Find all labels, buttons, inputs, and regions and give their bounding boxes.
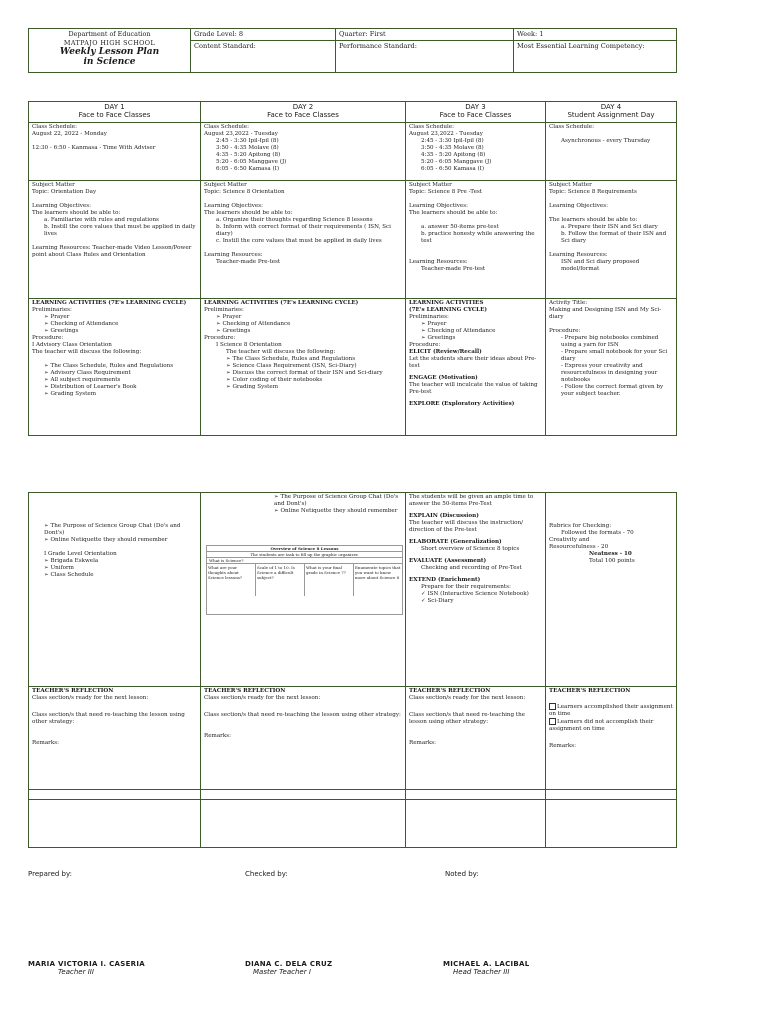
reflection-remarks: Remarks: [32, 740, 59, 746]
procedure-label: Procedure: [409, 342, 441, 348]
reflection-remarks: Remarks: [409, 740, 436, 746]
day1-activities [29, 299, 201, 436]
organizer-cell: Scale of 1 to 10. Is Science a difficult subject? [256, 564, 305, 596]
objectives-intro: The learners should be able to: [32, 210, 121, 216]
discussion-text: Color coding of their notebooks [232, 377, 323, 383]
orientation-item: ➢ Uniform [44, 565, 74, 571]
reflection-title: TEACHER'S REFLECTION [409, 688, 491, 694]
objectives-label: Learning Objectives: [549, 203, 608, 209]
header-table [28, 28, 677, 73]
rubric-item: Creativity and [549, 537, 590, 543]
elicit-text: Let the students share their ideas about Pre-test [409, 356, 537, 369]
evaluate-text: Checking and recording of Pre-Test [421, 565, 522, 571]
day3-mode: Face to Face Classes [439, 111, 512, 119]
day2-reflection [201, 687, 406, 790]
day2-header [201, 102, 406, 123]
procedure-intro: The teacher will discuss the following: [32, 349, 142, 355]
objectives-label: Learning Objectives: [409, 203, 468, 209]
schedule-slot: 4:35 - 5:20 Apitong (8) [421, 152, 486, 158]
schedule-slot: 4:35 - 5:20 Apitong (8) [216, 152, 281, 158]
day1-mode: Face to Face Classes [78, 111, 151, 119]
discussion-item: ➢ All subject requirements [44, 377, 121, 383]
reflection-title: TEACHER'S REFLECTION [32, 688, 114, 694]
blank-cell [201, 800, 406, 848]
schedule-slot: 3:50 - 4:35 Molave (8) [216, 145, 279, 151]
pretest-text: The students will be given an ample time to answer the 50-items Pre-Test [409, 494, 534, 507]
objectives-intro: The learners should be able to: [549, 217, 638, 223]
schedule-date: August 22, 2022 - Monday [32, 131, 107, 137]
checkbox[interactable] [549, 703, 556, 710]
day4-subject [546, 181, 677, 299]
schedule-date: August 23,2022 - Tuesday [204, 131, 278, 137]
day3-subject [406, 181, 546, 299]
day4-label: DAY 4 [600, 103, 622, 111]
preliminary-text: Greetings [50, 328, 79, 334]
discussion-text: All subject requirements [50, 377, 121, 383]
checked-label: Checked by: [245, 870, 288, 878]
reflection-reteach: Class section/s that need re-teaching the lesson using other strategy: [204, 712, 401, 718]
schedule-slot: 6:05 - 6:50 Kamasa (I) [421, 166, 485, 172]
quarter: Quarter: First [336, 29, 514, 41]
schedule-slot: 2:45 - 3:30 Ipil-Ipil (8) [421, 138, 484, 144]
signatory-name: MARIA VICTORIA I. CASERIA [28, 960, 145, 968]
objectives-label: Learning Objectives: [32, 203, 91, 209]
resources-label: Learning Resources: [409, 259, 468, 265]
preliminary-text: Prayer [50, 314, 70, 320]
organizer-subtitle: The students are task to fill up the graphic organizer. [207, 552, 402, 558]
day3-reflection [406, 687, 546, 790]
signatory-role: Master Teacher I [253, 968, 311, 976]
discussion-text: Distribution of Learner's Book [50, 384, 137, 390]
orientation-text: Brigada Eskwela [50, 558, 99, 564]
schedule-label: Class Schedule: [32, 124, 77, 130]
procedure-item: - Express your creativity and resourcefulness in designing your notebooks [561, 363, 658, 383]
noted-label: Noted by: [445, 870, 479, 878]
day4-reflection [546, 687, 677, 790]
discussion-text: Discuss the correct format of their ISN and Sci-diary [232, 370, 383, 376]
day3-continued [406, 493, 546, 687]
checked-by [245, 870, 288, 878]
subject-matter-label: Subject Matter [32, 182, 75, 188]
extend-label: EXTEND (Enrichment) [409, 577, 481, 583]
lesson-plan-table-page1 [28, 101, 677, 436]
reflection-title: TEACHER'S REFLECTION [549, 688, 631, 694]
day1-schedule [29, 123, 201, 181]
discussion-text: Advisory Class Requirement [50, 370, 131, 376]
reflection-remarks: Remarks: [204, 733, 231, 739]
objective-item: b. practice honesty while answering the test [421, 231, 535, 244]
discussion-item: ➢ Advisory Class Requirement [44, 370, 131, 376]
preliminaries-label: Preliminaries: [409, 314, 449, 320]
dept-name: Department of Education [68, 30, 151, 38]
organizer-question: What is Science? [207, 558, 402, 564]
orientation-text: Class Schedule [50, 572, 94, 578]
extend-item-text: ISN (Interactive Science Notebook) [427, 591, 529, 597]
rubric-total: Total 100 points [589, 558, 635, 564]
preliminary-text: Checking of Attendance [222, 321, 291, 327]
elicit-label: ELICIT (Review/Recall) [409, 349, 482, 355]
signatory-checker [245, 960, 332, 976]
resource-item: ISN and Sci diary proposed model/format [561, 259, 640, 272]
preliminary-item: ➢ Checking of Attendance [216, 321, 291, 327]
blank-cell [29, 790, 201, 800]
school-name: MATPAJO HIGH SCHOOL [63, 38, 156, 47]
signatory-name: MICHAEL A. LACIBAL [443, 960, 530, 968]
evaluate-label: EVALUATE (Assessment) [409, 558, 487, 564]
explore-label: EXPLORE (Exploratory Activities) [409, 401, 515, 407]
rubric-item: Neatness - 10 [589, 551, 632, 557]
schedule-slot: 5:20 - 6:05 Manggave (J) [216, 159, 287, 165]
organizer-cell: Enumerate topics that you want to know more about Science 8 [355, 565, 401, 580]
day1-reflection [29, 687, 201, 790]
day1-subject [29, 181, 201, 299]
topic: Topic: Science 8 Pre -Test [409, 189, 482, 195]
discussion-text: The Class Schedule, Rules and Regulations [50, 363, 174, 369]
discussion-item: ➢ Distribution of Learner's Book [44, 384, 137, 390]
resources-label: Learning Resources: [549, 252, 608, 258]
plan-subtitle: in Science [83, 57, 136, 67]
preliminary-text: Checking of Attendance [50, 321, 119, 327]
procedure-text: Prepare big notebooks combined using a yarn for ISN [561, 335, 659, 348]
discussion-text: The Class Schedule, Rules and Regulations [232, 356, 356, 362]
rubric-item: Resourcefulness - 20 [549, 544, 609, 550]
preliminary-text: Checking of Attendance [427, 328, 496, 334]
accomplished-item [549, 703, 673, 718]
topic: Topic: Orientation Day [32, 189, 97, 195]
organizer-cell: What is your final grade in Science 7? [305, 564, 354, 596]
discussion-item: ➢ Color coding of their notebooks [226, 377, 323, 383]
discussion-item: ➢ The Class Schedule, Rules and Regulations [226, 356, 356, 362]
discussion-text: Science Class Requirement (ISN, Sci-Diary) [232, 363, 357, 369]
day4-header [546, 102, 677, 123]
checkbox[interactable] [549, 718, 556, 725]
reflection-title: TEACHER'S REFLECTION [204, 688, 286, 694]
schedule-slot: 3:50 - 4:35 Molave (8) [421, 145, 484, 151]
day2-mode: Face to Face Classes [267, 111, 339, 119]
day4-mode: Student Assignment Day [567, 111, 655, 119]
day4-rubrics [546, 493, 677, 687]
procedure-step: I Science 8 Orientation [216, 342, 282, 348]
resources-label: Learning Resources: [204, 252, 263, 258]
day2-label: DAY 2 [292, 103, 314, 111]
procedure-step: I Advisory Class Orientation [32, 342, 112, 348]
preliminary-text: Greetings [222, 328, 251, 334]
topic: Topic: Science 8 Orientation [204, 189, 285, 195]
procedure-label: Procedure: [204, 335, 236, 341]
organizer-cell: What are your thoughts about Science lessons? [207, 564, 256, 596]
day4-activities [546, 299, 677, 436]
reflection-reteach: Class section/s that need re-teaching the lesson using other strategy: [409, 712, 525, 725]
activities-title: LEARNING ACTIVITIES [409, 300, 484, 306]
procedure-label: Procedure: [32, 335, 64, 341]
discussion-item: ➢ Online Netiquette they should remember [44, 537, 168, 543]
preliminary-item: ➢ Greetings [216, 328, 251, 334]
blank-cell [201, 790, 406, 800]
discussion-text: The Purpose of Science Group Chat (Do's and Dont's) [274, 494, 399, 507]
discussion-item: ➢ Science Class Requirement (ISN, Sci-Diary) [226, 363, 357, 369]
day2-subject [201, 181, 406, 299]
graphic-organizer [206, 545, 403, 615]
school-info [29, 29, 191, 73]
discussion-text: Online Netiquette they should remember [280, 508, 398, 514]
day4-schedule [546, 123, 677, 181]
objectives-label: Learning Objectives: [204, 203, 263, 209]
discussion-item: ➢ The Purpose of Science Group Chat (Do's and Dont's) [274, 494, 399, 507]
activities-title: LEARNING ACTIVITIES (7E's LEARNING CYCLE) [32, 300, 187, 306]
plan-title: Weekly Lesson Plan [59, 47, 160, 57]
schedule-async: Asynchronous - every Thursday [561, 138, 651, 144]
day2-continued [201, 493, 406, 687]
blank-cell [29, 800, 201, 848]
preliminary-item: ➢ Prayer [44, 314, 70, 320]
orientation-text: Uniform [50, 565, 74, 571]
noted-by [445, 870, 479, 878]
schedule-label: Class Schedule: [409, 124, 454, 130]
day3-label: DAY 3 [465, 103, 486, 111]
orientation-item: ➢ Class Schedule [44, 572, 94, 578]
blank-cell [546, 800, 677, 848]
objective-item: a. answer 50-items pre-test [421, 224, 499, 230]
signatory-role: Head Teacher III [453, 968, 510, 976]
schedule-date: August 23,2022 - Tuesday [409, 131, 483, 137]
rubric-item: Followed the formats - 70 [561, 530, 634, 536]
extend-item: ✓ Sci-Diary [421, 598, 454, 604]
objective-item: a. Organize their thoughts regarding Science 8 lessons [216, 217, 373, 223]
lesson-plan-table-page2 [28, 492, 677, 848]
preliminary-text: Greetings [427, 335, 456, 341]
procedure-text: Express your creativity and resourcefulness in designing your notebooks [561, 363, 658, 383]
preliminaries-label: Preliminaries: [32, 307, 72, 313]
prepared-label: Prepared by: [28, 870, 72, 878]
competency: Most Essential Learning Competency: [514, 41, 677, 73]
procedure-item: - Follow the correct format given by your subject teacher. [561, 384, 664, 397]
blank-cell [406, 800, 546, 848]
subject-matter-label: Subject Matter [204, 182, 247, 188]
signatory-preparer [28, 960, 145, 976]
accomplished-text: Learners accomplished their assignment on time [549, 704, 673, 717]
extend-text: Prepare for their requirements: [421, 584, 511, 590]
objectives-intro: The learners should be able to: [409, 210, 498, 216]
topic: Topic: Science 8 Requirements [549, 189, 637, 195]
explain-text: The teacher will discuss the instruction/ direction of the Pre-test [409, 520, 523, 533]
organizer-title: Overview of Science 8 Lessons [207, 546, 402, 552]
day3-header [406, 102, 546, 123]
preliminary-item: ➢ Prayer [421, 321, 447, 327]
day2-schedule [201, 123, 406, 181]
rubrics-label: Rubrics for Checking: [549, 523, 612, 529]
activities-subtitle: (7E's LEARNING CYCLE) [409, 307, 488, 313]
objective-item: b. Instill the core values that must be applied in daily lives [44, 224, 196, 237]
extend-item-text: Sci-Diary [427, 598, 454, 604]
day1-continued [29, 493, 201, 687]
discussion-item: ➢ The Class Schedule, Rules and Regulations [44, 363, 174, 369]
discussion-text: Grading System [50, 391, 97, 397]
procedure-text: Follow the correct format given by your subject teacher. [561, 384, 664, 397]
discussion-item: ➢ The Purpose of Science Group Chat (Do's and Dont's) [44, 523, 181, 536]
objective-item: a. Familiarize with rules and regulations [44, 217, 159, 223]
discussion-item: ➢ Online Netiquette they should remember [274, 508, 398, 514]
procedure-intro: The teacher will discuss the following: [226, 349, 336, 355]
subject-matter-label: Subject Matter [409, 182, 452, 188]
schedule-slot: 6:05 - 6:50 Kamasa (I) [216, 166, 280, 172]
resource-item: Teacher-made Pre-test [421, 266, 486, 272]
preliminary-item: ➢ Checking of Attendance [421, 328, 496, 334]
preliminaries-label: Preliminaries: [204, 307, 244, 313]
elaborate-text: Short overview of Science 8 topics [421, 546, 520, 552]
procedure-step: I Grade Level Orientation [44, 551, 117, 557]
prepared-by [28, 870, 72, 878]
subject-matter-label: Subject Matter [549, 182, 592, 188]
objective-item: b. Inform with correct format of their requirements ( ISN, Sci diary) [216, 224, 391, 237]
content-standard: Content Standard: [191, 41, 336, 73]
discussion-item: ➢ Grading System [226, 384, 279, 390]
discussion-text: Online Netiquette they should remember [50, 537, 168, 543]
learning-resources: Learning Resources: Teacher-made Video Lesson/Power point about Class Rules and Orientation [32, 245, 192, 258]
reflection-ready: Class section/s ready for the next lesson: [204, 695, 321, 701]
preliminary-item: ➢ Checking of Attendance [44, 321, 119, 327]
day1-header [29, 102, 201, 123]
engage-text: The teacher will inculcate the value of taking Pre-test [409, 382, 538, 395]
preliminary-text: Prayer [222, 314, 242, 320]
not-accomplished-text: Learners did not accomplish their assignment on time [549, 719, 654, 732]
discussion-text: The Purpose of Science Group Chat (Do's and Dont's) [44, 523, 181, 536]
preliminary-text: Prayer [427, 321, 447, 327]
schedule-label: Class Schedule: [549, 124, 594, 130]
objective-item: a. Prepare their ISN and Sci diary [561, 224, 658, 230]
performance-standard: Performance Standard: [336, 41, 514, 73]
orientation-item: ➢ Brigada Eskwela [44, 558, 99, 564]
signatory-name: DIANA C. DELA CRUZ [245, 960, 333, 968]
engage-label: ENGAGE (Motivation) [409, 375, 478, 381]
signatory-role: Teacher III [58, 968, 94, 976]
reflection-reteach: Class section/s that need re-teaching the lesson using other strategy: [32, 712, 185, 725]
preliminary-item: ➢ Greetings [44, 328, 79, 334]
reflection-ready: Class section/s ready for the next lesson: [32, 695, 149, 701]
schedule-slot: 2:45 - 3:30 Ipil-Ipil (8) [216, 138, 279, 144]
procedure-label: Procedure: [549, 328, 581, 334]
extend-item: ✓ ISN (Interactive Science Notebook) [421, 591, 529, 597]
not-accomplished-item [549, 718, 673, 733]
reflection-ready: Class section/s ready for the next lesson: [409, 695, 526, 701]
objective-item: b. Follow the format of their ISN and Sci diary [561, 231, 667, 244]
explain-label: EXPLAIN (Discussion) [409, 513, 479, 519]
activity-title: Making and Designing ISN and My Sci-diary [549, 307, 662, 320]
discussion-item: ➢ Discuss the correct format of their ISN and Sci-diary [226, 370, 383, 376]
procedure-item: - Prepare small notebook for your Sci diary [561, 349, 668, 362]
preliminary-item: ➢ Greetings [421, 335, 456, 341]
grade-level: Grade Level: 8 [191, 29, 336, 41]
signatory-noter [443, 960, 530, 976]
objectives-intro: The learners should be able to: [204, 210, 293, 216]
objective-item: c. Instill the core values that must be applied in daily lives [216, 238, 382, 244]
week: Week: 1 [514, 29, 677, 41]
schedule-slot: 5:20 - 6:05 Manggave (J) [421, 159, 492, 165]
preliminary-item: ➢ Prayer [216, 314, 242, 320]
procedure-item: - Prepare big notebooks combined using a yarn for ISN [561, 335, 659, 348]
day3-activities [406, 299, 546, 436]
day2-activities [201, 299, 406, 436]
discussion-text: Grading System [232, 384, 279, 390]
procedure-text: Prepare small notebook for your Sci diary [561, 349, 668, 362]
schedule-time: 12:30 - 6:50 - Kanmasa - Time With Adviser [32, 145, 156, 151]
blank-cell [546, 790, 677, 800]
resource-item: Teacher-made Pre-test [216, 259, 281, 265]
activity-title-label: Activity Title: [549, 300, 588, 306]
day1-label: DAY 1 [104, 103, 125, 111]
schedule-label: Class Schedule: [204, 124, 249, 130]
day3-schedule [406, 123, 546, 181]
reflection-remarks: Remarks: [549, 743, 576, 749]
discussion-item: ➢ Grading System [44, 391, 97, 397]
blank-cell [406, 790, 546, 800]
elaborate-label: ELABORATE (Generalization) [409, 539, 502, 545]
activities-title: LEARNING ACTIVITIES (7E's LEARNING CYCLE) [204, 300, 359, 306]
